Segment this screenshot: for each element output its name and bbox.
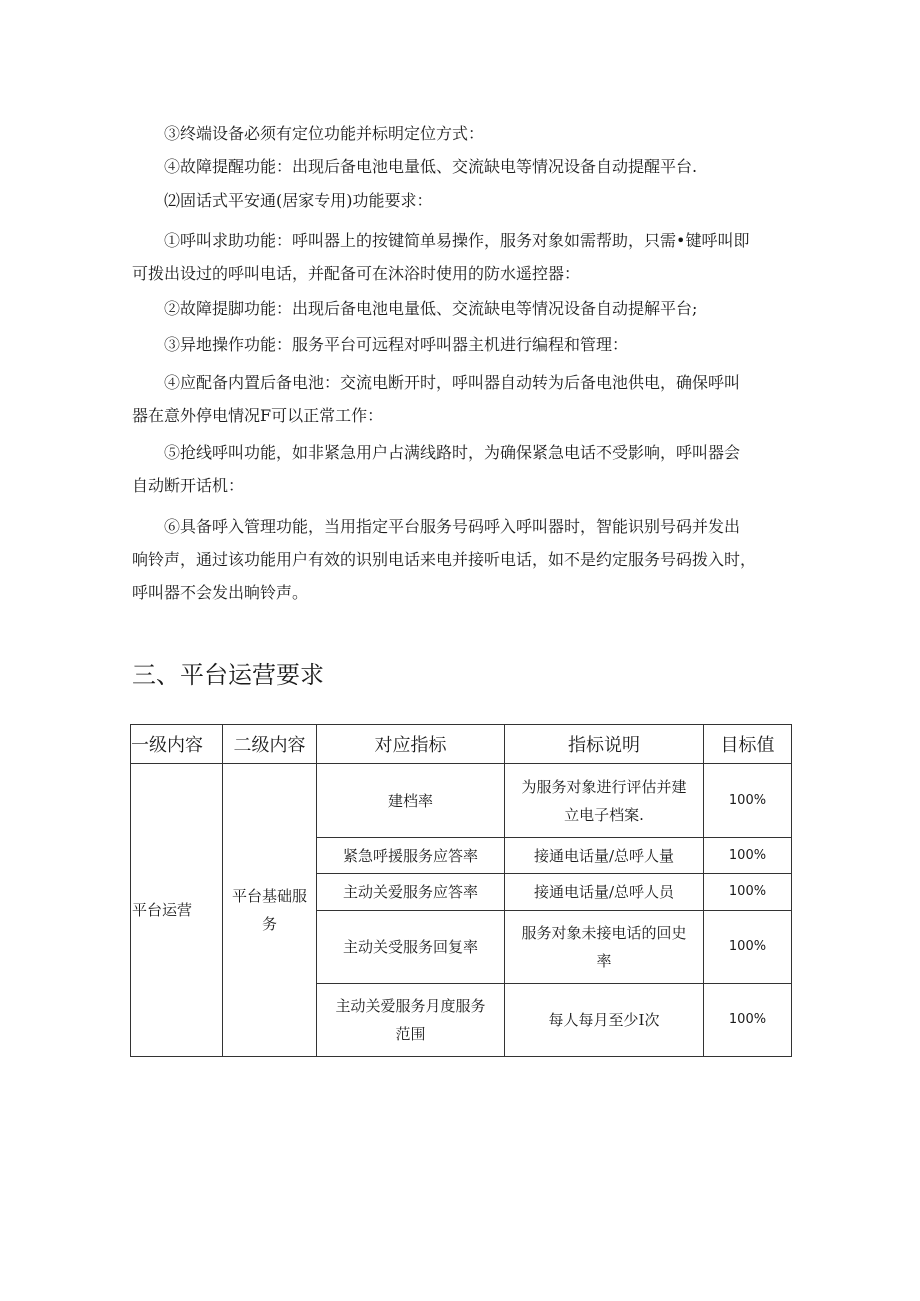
para-5-line-grab xyxy=(132,436,792,502)
para-line: 可拨出设过的呼叫电话，并配备可在沐浴时使用的防水遥控器： xyxy=(132,264,581,283)
para-line: 自动断开话机： xyxy=(132,476,245,495)
cell-target: 100% xyxy=(704,838,792,874)
para-1-call-help xyxy=(132,224,792,290)
cell-line: 接通电话量/总呼人员 xyxy=(533,883,675,901)
cell-level2 xyxy=(223,764,317,1057)
cell-indicator xyxy=(317,838,505,874)
cell-description xyxy=(505,874,704,911)
cell-line: 率 xyxy=(596,952,612,970)
cell-description xyxy=(505,838,704,874)
para-line: ③终端设备必须有定位功能并标明定位方式： xyxy=(164,124,485,143)
para-line: ②故障提脚功能：出现后备电池电量低、交流缺电等情况设备自动提解平台; xyxy=(164,299,698,318)
cell-level1: 平台运营 xyxy=(131,764,223,1057)
cell-line: 平台基础服 xyxy=(231,887,307,905)
cell-line: 主动关爱服务月度服务 xyxy=(335,997,486,1015)
cell-description xyxy=(505,911,704,984)
cell-indicator xyxy=(317,984,505,1057)
cell-line: 每人每月至少I次 xyxy=(548,1011,660,1029)
para-line: ⑥具备呼入管理功能，当用指定平台服务号码呼入呼叫器时，智能识别号码并发出 xyxy=(164,517,741,536)
header-description: 指标说明 xyxy=(505,725,704,764)
para-line: ⑵固话式平安通(居家专用)功能要求： xyxy=(164,191,433,210)
cell-line: 务 xyxy=(261,915,277,933)
cell-line: 为服务对象进行评估并建 xyxy=(521,777,687,796)
cell-line: 紧急呼援服务应答率 xyxy=(342,846,478,865)
table-header-row xyxy=(131,725,792,764)
header-level1: 一级内容 xyxy=(131,725,223,764)
cell-target: 100% xyxy=(704,764,792,838)
para-line: 器在意外停电情况F可以正常工作： xyxy=(132,406,384,425)
cell-line: 接通电话量/总呼人量 xyxy=(533,846,675,865)
para-line: ③异地操作功能：服务平台可远程对呼叫器主机进行编程和管理： xyxy=(164,335,629,354)
operations-table xyxy=(130,724,792,1057)
para-3-positioning xyxy=(132,117,792,150)
cell-description xyxy=(505,984,704,1057)
para-line: 响铃声，通过该功能用户有效的识别电话来电并接听电话，如不是约定服务号码拨入时， xyxy=(132,550,757,569)
cell-line: 主动关爱服务应答率 xyxy=(342,883,478,901)
table-row xyxy=(131,764,792,838)
cell-description xyxy=(505,764,704,838)
para-4-fault-alert xyxy=(132,150,792,183)
cell-line: 主动关受服务回复率 xyxy=(342,938,478,956)
cell-line: 范围 xyxy=(395,1025,426,1043)
para-2-fault-alert xyxy=(132,292,792,325)
para-fixed-device-title xyxy=(132,184,792,217)
cell-line: 服务对象未接电话的回史 xyxy=(521,924,687,942)
section-heading: 三、平台运营要求 xyxy=(132,661,324,689)
cell-line: 立电子档案. xyxy=(564,805,644,824)
cell-target: 100% xyxy=(704,984,792,1057)
cell-line: 建档率 xyxy=(387,791,433,810)
para-3-remote-op xyxy=(132,328,792,361)
cell-indicator xyxy=(317,911,505,984)
cell-target: 100% xyxy=(704,874,792,911)
para-4-backup-battery xyxy=(132,366,792,432)
header-level2: 二级内容 xyxy=(223,725,317,764)
para-line: ④故障提醒功能：出现后备电池电量低、交流缺电等情况设备自动提醒平台. xyxy=(164,157,698,176)
para-line: ①呼叫求助功能：呼叫器上的按键简单易操作，服务对象如需帮助，只需•键呼叫即 xyxy=(164,231,750,250)
cell-indicator xyxy=(317,874,505,911)
para-6-incoming-mgmt xyxy=(132,510,792,609)
cell-indicator xyxy=(317,764,505,838)
para-line: ④应配备内置后备电池：交流电断开时，呼叫器自动转为后备电池供电，确保呼叫 xyxy=(164,373,741,392)
cell-target: 100% xyxy=(704,911,792,984)
header-indicator: 对应指标 xyxy=(317,725,505,764)
para-line: 呼叫器不会发出晌铃声。 xyxy=(132,583,309,602)
header-target: 目标值 xyxy=(704,725,792,764)
para-line: ⑤抢线呼叫功能，如非紧急用户占满线路时，为确保紧急电话不受影响，呼叫器会 xyxy=(164,443,741,462)
